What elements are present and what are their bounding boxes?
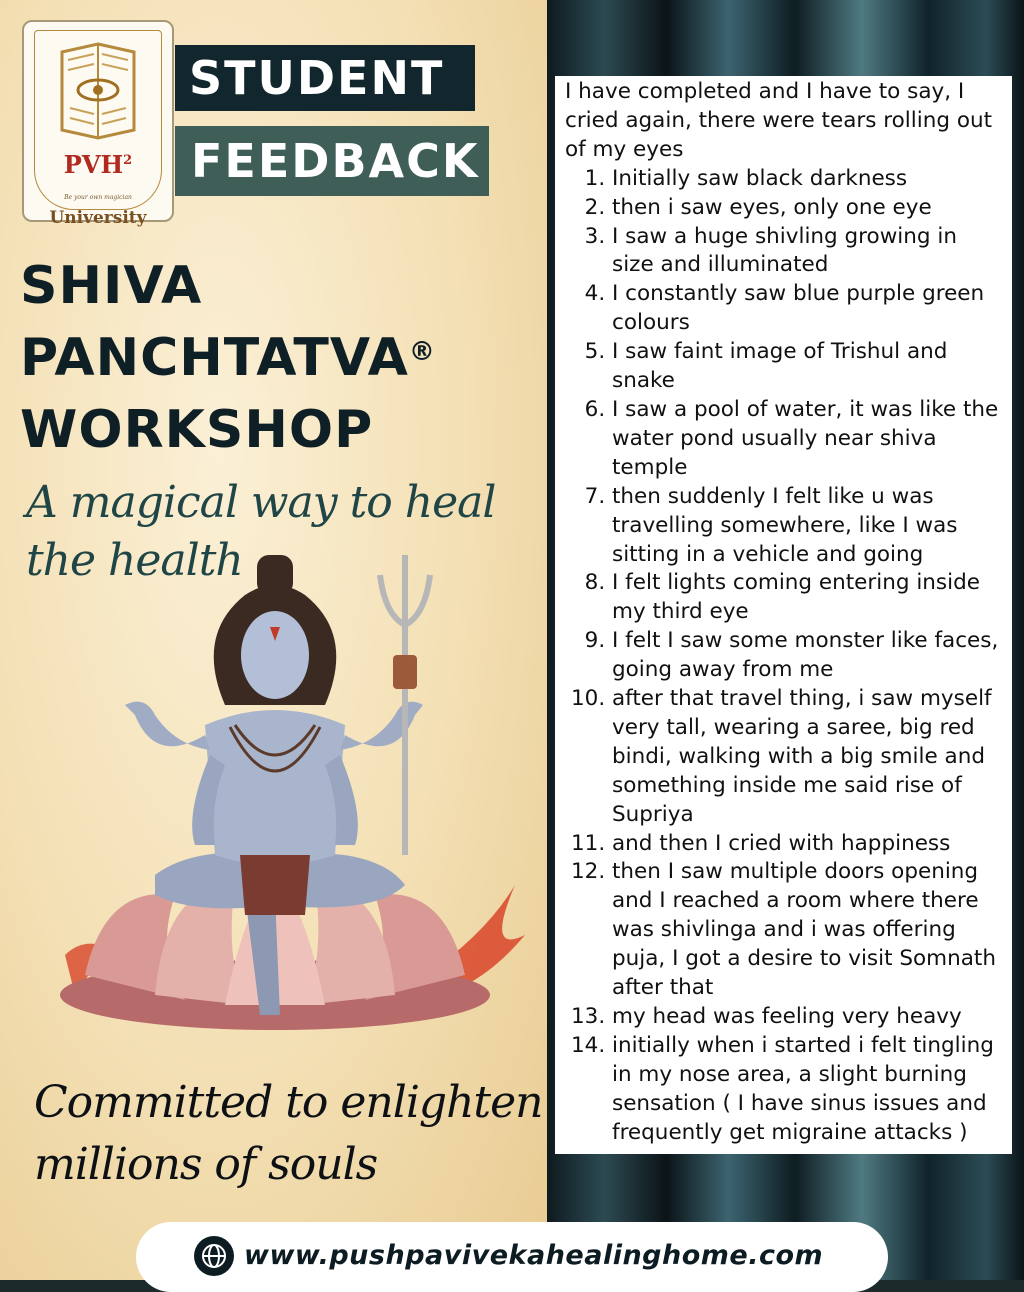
logo-university: University (49, 208, 147, 228)
logo-mark: PVH$^2$ (63, 150, 133, 179)
list-item: 4. I constantly saw blue purple green colours (612, 280, 1002, 338)
registered-mark: ® (408, 337, 436, 367)
list-item: 3. I saw a huge shivling growing in size and illuminated (612, 223, 1002, 281)
workshop-title-line3: WORKSHOP (20, 400, 374, 460)
list-item: 5. I saw faint image of Trishul and snake (612, 338, 1002, 396)
workshop-tagline: A magical way to heal the health (26, 477, 496, 586)
list-item: 2. then i saw eyes, only one eye (612, 194, 1002, 223)
globe-icon (194, 1236, 234, 1276)
list-item: 13. my head was feeling very heavy (612, 1003, 1002, 1032)
banner-student: STUDENT (175, 45, 475, 111)
feedback-intro: I have completed and I have to say, I cried again, there were tears rolling out of my eyes (565, 79, 993, 162)
book-eye-icon (48, 38, 148, 148)
website-bar[interactable] (136, 1222, 888, 1292)
website-link[interactable]: www.pushpavivekahealinghome.com (244, 1240, 824, 1271)
list-item: 12. then I saw multiple doors opening and I reached a room where there was shivlinga and i was offering puja, I got a desire to visit Somnath after that (612, 858, 1002, 1003)
list-item: 14. initially when i started i felt tingling in my nose area, a slight burning sensation ( I have sinus issues and frequently get migraine attacks ) (612, 1032, 1002, 1148)
feedback-list (565, 165, 1002, 1148)
list-item: 6. I saw a pool of water, it was like the water pond usually near shiva temple (612, 396, 1002, 483)
shiva-lotus-illustration (45, 555, 535, 1045)
list-item: 8. I felt lights coming entering inside my third eye (612, 569, 1002, 627)
list-item: 10. after that travel thing, i saw myself very tall, wearing a saree, big red bindi, walking with a big smile and something inside me said rise of Supriya (612, 685, 1002, 830)
workshop-title-line2: PANCHTATVA® (20, 328, 436, 388)
list-item: 1. Initially saw black darkness (612, 165, 1002, 194)
feedback-box (555, 76, 1012, 1154)
list-item: 11. and then I cried with happiness (612, 830, 1002, 859)
mission-statement: Committed to enlighten millions of souls (34, 1077, 543, 1190)
workshop-title (20, 250, 520, 466)
list-item: 9. I felt I saw some monster like faces, going away from me (612, 627, 1002, 685)
workshop-title-line1: SHIVA (20, 256, 203, 316)
logo-tagline: Be your own magician (64, 194, 132, 201)
list-item: 7. then suddenly I felt like u was travelling somewhere, like I was sitting in a vehicle and going (612, 483, 1002, 570)
university-logo (22, 20, 174, 228)
banner-feedback: FEEDBACK (175, 126, 489, 196)
